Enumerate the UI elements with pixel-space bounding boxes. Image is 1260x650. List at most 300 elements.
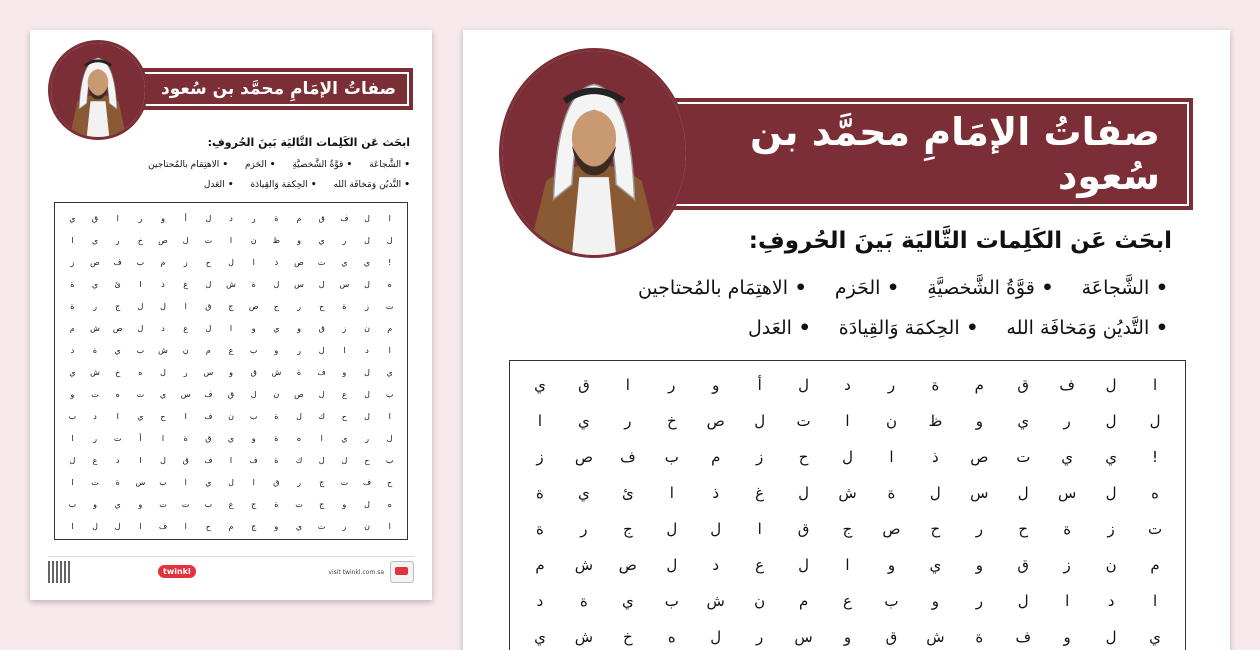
grid-letter: ل <box>798 556 810 574</box>
grid-letter: ل <box>1105 484 1117 502</box>
grid-letter: ا <box>889 448 894 466</box>
grid-letter: ل <box>364 213 370 223</box>
grid-letter: ج <box>251 521 257 531</box>
grid-letter: ل <box>666 520 678 538</box>
grid-letter: ر <box>887 376 896 394</box>
grid-letter: ل <box>250 389 257 399</box>
grid-letter: ص <box>706 412 725 430</box>
grid-letter: ا <box>184 521 187 531</box>
grid-letter: د <box>161 323 165 333</box>
grid-letter: ة <box>115 477 120 487</box>
grid-letter: ن <box>1105 556 1117 574</box>
grid-letter: ت <box>136 389 145 399</box>
grid-letter: م <box>69 323 75 333</box>
grid-letter: ة <box>931 376 940 394</box>
word-list-line <box>528 268 1168 308</box>
grid-letter: ز <box>342 323 347 333</box>
grid-letter: ص <box>158 235 168 245</box>
word-item: • قوَّةُ الشَّخصيَّةِ <box>927 277 1053 299</box>
grid-letter: ر <box>115 235 120 245</box>
grid-letter: ع <box>183 323 189 333</box>
word-list-line <box>50 175 410 195</box>
grid-letter: ت <box>317 257 326 267</box>
grid-letter: ة <box>70 279 75 289</box>
grid-letter: د <box>712 556 720 574</box>
grid-letter: ه <box>296 433 302 443</box>
title-banner <box>105 68 413 110</box>
grid-letter: ل <box>114 521 121 531</box>
grid-letter: س <box>1058 484 1077 502</box>
grid-letter: ي <box>341 433 348 443</box>
grid-letter: ر <box>93 301 97 311</box>
grid-letter: ي <box>69 213 76 223</box>
grid-letter: ف <box>158 521 168 531</box>
grid-letter: ف <box>204 389 213 399</box>
word-item: • الحِكمَة وَالقِيادَة <box>250 180 316 190</box>
grid-letter: ا <box>388 521 391 531</box>
grid-letter: ل <box>754 412 766 430</box>
grid-letter: ي <box>91 235 99 245</box>
grid-letter: ي <box>295 521 303 531</box>
grid-letter: غ <box>755 484 765 502</box>
grid-letter: ز <box>1107 520 1115 538</box>
grid-letter: ه <box>1151 484 1159 502</box>
grid-letter: د <box>115 455 120 465</box>
grid-letter: ل <box>318 279 325 289</box>
grid-letter: ه <box>387 279 392 289</box>
grid-letter: ل <box>205 323 212 333</box>
grid-letter: ة <box>274 499 279 509</box>
avatar <box>48 40 148 140</box>
grid-letter: ي <box>341 257 348 267</box>
grid-letter: و <box>297 235 301 245</box>
word-item: • التَّديُن وَمَخافَة الله <box>333 180 410 190</box>
grid-letter: ة <box>296 367 302 377</box>
grid-letter: ت <box>1016 448 1031 466</box>
grid-letter: ج <box>319 477 325 487</box>
grid-letter: ل <box>341 455 348 465</box>
grid-letter: ا <box>669 484 674 502</box>
grid-letter: ق <box>250 367 257 377</box>
grid-letter: ا <box>116 213 119 223</box>
grid-letter: خ <box>623 628 633 646</box>
grid-letter: ج <box>228 301 234 311</box>
grid-letter: ص <box>294 257 304 267</box>
grid-letter: ع <box>228 345 234 355</box>
grid-letter: ة <box>536 484 544 502</box>
grid-letter: ا <box>229 323 233 333</box>
grid-letter: ب <box>884 592 899 610</box>
grid-letter: ح <box>319 301 325 311</box>
grid-letter: ح <box>1018 520 1029 538</box>
grid-letter: ل <box>1105 376 1117 394</box>
grid-letter: ن <box>885 412 897 430</box>
grid-letter: س <box>294 279 304 289</box>
grid-letter: و <box>931 592 939 610</box>
grid-letter: ي <box>137 411 144 421</box>
grid-letter: ل <box>364 235 370 245</box>
grid-letter: ل <box>1017 592 1029 610</box>
grid-letter: ب <box>136 257 145 267</box>
grid-letter: ب <box>136 345 145 355</box>
grid-letter: ت <box>204 235 213 245</box>
grid-letter: ا <box>71 521 74 531</box>
grid-letter: ز <box>1063 556 1071 574</box>
grid-letter: ف <box>204 455 213 465</box>
portrait-illustration <box>502 51 686 255</box>
grid-letter: ز <box>756 448 764 466</box>
grid-letter: ب <box>249 411 258 421</box>
grid-letter: ب <box>68 499 77 509</box>
portrait-illustration <box>51 43 145 137</box>
grid-letter: ت <box>1147 520 1163 538</box>
grid-letter: ق <box>205 301 212 311</box>
grid-letter: د <box>844 376 851 394</box>
grid-letter: ل <box>137 323 144 333</box>
grid-letter: ب <box>385 455 394 465</box>
grid-letter: ا <box>757 520 762 538</box>
grid-letter: ح <box>273 301 279 311</box>
page-title: صفاتُ الإمَامِ محمَّد بن سُعود <box>750 110 1160 198</box>
grid-letter: ا <box>139 455 142 465</box>
grid-letter: ة <box>536 520 544 538</box>
grid-letter: ي <box>1017 412 1030 430</box>
grid-letter: م <box>160 257 166 267</box>
word-item: • العَدل <box>748 317 811 339</box>
grid-letter: ح <box>341 411 347 421</box>
grid-letter: م <box>228 521 234 531</box>
grid-letter: خ <box>666 412 677 430</box>
grid-letter: ش <box>90 323 100 333</box>
word-item: • الاهتِمَام بالمُحتاجين <box>148 160 228 170</box>
word-item: • الشَّجاعَة <box>369 160 410 170</box>
grid-letter: ق <box>182 455 189 465</box>
grid-letter: ! <box>388 257 392 267</box>
grid-letter: ر <box>93 433 97 443</box>
grid-letter: ن <box>228 411 234 421</box>
grid-letter: ا <box>845 556 850 574</box>
grid-letter: ف <box>362 477 372 487</box>
grid-letter: ي <box>69 367 76 377</box>
grid-letter: ف <box>249 455 258 465</box>
grid-letter: و <box>297 323 301 333</box>
grid-letter: ة <box>183 433 188 443</box>
grid-letter: ص <box>882 520 901 538</box>
grid-letter: و <box>712 376 720 394</box>
grid-letter: ف <box>340 213 349 223</box>
grid-letter: م <box>711 448 721 466</box>
grid-letter: ا <box>343 345 346 355</box>
grid-letter: ل <box>160 455 166 465</box>
grid-letter: ن <box>273 389 280 399</box>
instruction-text: ابحَث عَن الكَلِمات التَّاليَة بَينَ الحُروفِ: <box>748 228 1172 254</box>
grid-letter: ة <box>251 279 256 289</box>
grid-letter: ح <box>364 455 370 465</box>
grid-letter: ا <box>388 411 391 421</box>
grid-letter: ا <box>229 235 233 245</box>
grid-letter: ل <box>364 367 370 377</box>
grid-letter: ا <box>71 433 74 443</box>
grid-letter: ف <box>620 448 636 466</box>
grid-letter: ل <box>1105 628 1117 646</box>
grid-letter: ظ <box>928 412 943 430</box>
grid-letter: ا <box>116 411 119 421</box>
grid-letter: ي <box>578 412 590 430</box>
grid-letter: ن <box>250 235 257 245</box>
grid-letter: ر <box>138 213 143 223</box>
word-list <box>50 155 410 195</box>
worksheet-thumbnail <box>30 30 432 600</box>
grid-letter: ر <box>756 628 764 646</box>
grid-letter: ح <box>160 411 166 421</box>
grid-letter: س <box>203 367 214 377</box>
grid-letter: ص <box>970 448 989 466</box>
grid-letter: أ <box>757 376 762 394</box>
grid-letter: ا <box>184 477 187 487</box>
grid-letter: ة <box>274 433 279 443</box>
grid-letter: ي <box>621 592 634 610</box>
grid-letter: و <box>342 499 347 509</box>
grid-letter: ش <box>158 345 168 355</box>
word-list-line <box>50 155 410 175</box>
grid-letter: ي <box>534 628 546 646</box>
grid-letter: ل <box>364 499 370 509</box>
grid-letter: ي <box>114 499 121 509</box>
grid-letter: ع <box>843 592 852 610</box>
grid-letter: ت <box>295 499 303 509</box>
grid-letter: ر <box>183 367 188 377</box>
grid-letter: ي <box>1149 628 1161 646</box>
grid-letter: و <box>843 628 852 646</box>
grid-letter: ر <box>251 213 256 223</box>
grid-letter: ع <box>755 556 765 574</box>
grid-letter: ت <box>340 477 349 487</box>
grid-letter: ا <box>184 301 187 311</box>
grid-letter: ل <box>182 235 189 245</box>
grid-letter: و <box>887 556 896 574</box>
page-title: صفاتُ الإمَامِ محمَّد بن سُعود <box>160 79 396 99</box>
grid-letter: ة <box>975 628 984 646</box>
grid-letter: ب <box>249 345 258 355</box>
grid-letter: ي <box>363 257 371 267</box>
grid-letter: ة <box>887 484 896 502</box>
grid-letter: ل <box>273 279 280 289</box>
grid-letter: ز <box>365 301 369 311</box>
grid-letter: ش <box>706 592 725 610</box>
grid-letter: ذ <box>161 279 165 289</box>
grid-letter: و <box>975 412 983 430</box>
grid-letter: ر <box>975 592 983 610</box>
grid-letter: م <box>798 592 809 610</box>
grid-letter: ق <box>885 628 898 646</box>
grid-letter: ا <box>71 477 74 487</box>
grid-letter: ا <box>184 411 187 421</box>
grid-letter: ن <box>364 323 370 333</box>
grid-letter: م <box>974 376 984 394</box>
grid-letter: ل <box>318 345 325 355</box>
grid-letter: ش <box>90 367 100 377</box>
grid-letter: ذ <box>712 484 720 502</box>
grid-letter: ي <box>91 279 99 289</box>
grid-letter: م <box>387 323 393 333</box>
grid-letter: ن <box>182 345 189 355</box>
grid-letter: ر <box>975 520 983 538</box>
grid-letter: ف <box>1015 628 1032 646</box>
word-item: • العَدل <box>204 180 234 190</box>
grid-letter: ر <box>297 301 301 311</box>
grid-letter: أ <box>139 433 142 443</box>
grid-letter: ب <box>385 389 394 399</box>
grid-letter: س <box>135 477 146 487</box>
instruction-text: ابحَث عَن الكَلِمات التَّاليَة بَينَ الحُروفِ: <box>207 136 410 149</box>
grid-letter: ف <box>113 257 122 267</box>
grid-letter: ئ <box>621 484 634 502</box>
grid-letter: ل <box>710 520 722 538</box>
grid-letter: د <box>1107 592 1115 610</box>
grid-letter: ل <box>160 301 166 311</box>
grid-letter: ب <box>68 411 77 421</box>
grid-letter: ا <box>320 433 323 443</box>
grid-letter: خ <box>115 367 121 377</box>
grid-letter: و <box>1063 628 1071 646</box>
grid-letter: ج <box>251 499 257 509</box>
grid-letter: ا <box>139 279 142 289</box>
grid-letter: ن <box>754 592 766 610</box>
visit-link: visit twinkl.com.sa <box>328 569 384 576</box>
grid-letter: ي <box>386 367 393 377</box>
grid-letter: ة <box>1063 520 1072 538</box>
grid-letter: ص <box>112 323 123 333</box>
badge-icon <box>390 561 414 583</box>
grid-letter: ر <box>297 345 301 355</box>
grid-letter: ر <box>668 376 676 394</box>
grid-letter: و <box>251 433 256 443</box>
grid-letter: ت <box>181 499 190 509</box>
grid-letter: و <box>93 499 97 509</box>
grid-letter: ل <box>318 389 325 399</box>
grid-letter: و <box>138 499 143 509</box>
worksheet-main <box>463 30 1230 650</box>
grid-letter: ق <box>227 389 235 399</box>
grid-letter: ج <box>842 520 853 538</box>
grid-letter: د <box>93 411 97 421</box>
grid-letter: ك <box>295 455 303 465</box>
grid-letter: ي <box>578 484 590 502</box>
footer <box>48 556 414 583</box>
grid-letter: ع <box>341 389 347 399</box>
grid-letter: ل <box>160 367 166 377</box>
grid-letter: ل <box>386 433 393 443</box>
grid-letter: ا <box>139 521 142 531</box>
grid-letter: ل <box>205 213 212 223</box>
grid-letter: ر <box>297 477 301 487</box>
grid-letter: ت <box>385 301 394 311</box>
letter-grid <box>61 207 401 537</box>
grid-letter: ح <box>798 448 809 466</box>
grid-letter: ت <box>113 433 122 443</box>
grid-letter: ك <box>318 411 325 421</box>
grid-letter: ن <box>364 521 370 531</box>
grid-letter: ل <box>666 556 678 574</box>
grid-letter: ج <box>115 301 121 311</box>
grid-letter: ا <box>1065 592 1070 610</box>
grid-letter: ا <box>537 412 543 430</box>
grid-letter: ش <box>271 367 282 377</box>
grid-letter: ق <box>797 520 810 538</box>
grid-letter: ئ <box>114 279 121 289</box>
grid-letter: ز <box>70 257 75 267</box>
title-banner <box>633 98 1193 210</box>
grid-letter: ح <box>387 477 393 487</box>
grid-letter: ي <box>534 376 546 394</box>
grid-letter: ش <box>838 484 857 502</box>
grid-letter: ق <box>1017 376 1030 394</box>
grid-letter: ل <box>228 477 234 487</box>
grid-letter: ا <box>252 477 255 487</box>
grid-letter: ا <box>71 235 74 245</box>
grid-letter: ش <box>574 628 594 646</box>
grid-letter: ل <box>364 279 370 289</box>
grid-letter: ر <box>580 520 588 538</box>
grid-letter: ج <box>623 520 633 538</box>
word-list-line <box>528 308 1168 348</box>
grid-letter: ب <box>664 592 679 610</box>
grid-letter: ف <box>317 367 326 377</box>
grid-letter: ت <box>159 499 167 509</box>
grid-letter: ج <box>319 499 325 509</box>
grid-letter: و <box>274 345 279 355</box>
grid-letter: ص <box>248 301 259 311</box>
grid-letter: ق <box>273 477 280 487</box>
grid-letter: ه <box>138 367 143 377</box>
grid-letter: ل <box>386 235 393 245</box>
grid-letter: د <box>229 213 233 223</box>
grid-letter: ة <box>342 301 347 311</box>
grid-letter: ا <box>252 257 255 267</box>
grid-letter: ر <box>342 521 347 531</box>
grid-letter: ي <box>318 235 325 245</box>
word-item: • الاهتِمَام بالمُحتاجين <box>638 277 807 299</box>
grid-letter: ص <box>574 448 593 466</box>
grid-letter: ص <box>294 389 304 399</box>
grid-letter: ي <box>273 323 280 333</box>
grid-letter: ا <box>388 213 391 223</box>
grid-letter: ه <box>667 628 676 646</box>
grid-letter: ! <box>1152 448 1159 466</box>
grid-letter: ف <box>204 411 213 421</box>
grid-letter: و <box>975 556 983 574</box>
grid-letter: ة <box>274 213 279 223</box>
grid-letter: ي <box>1105 448 1117 466</box>
grid-letter: ا <box>845 412 850 430</box>
grid-letter: ل <box>228 257 234 267</box>
grid-letter: ذ <box>274 257 279 267</box>
grid-letter: ي <box>227 433 235 443</box>
grid-letter: ل <box>710 628 722 646</box>
grid-letter: ا <box>1152 376 1158 394</box>
grid-letter: ل <box>205 279 212 289</box>
grid-letter: ي <box>929 556 942 574</box>
grid-letter: و <box>251 323 256 333</box>
grid-letter: ة <box>579 592 588 610</box>
grid-letter: ل <box>318 455 325 465</box>
grid-letter: م <box>205 345 211 355</box>
grid-letter: ص <box>90 257 100 267</box>
grid-letter: ا <box>625 376 630 394</box>
grid-letter: و <box>161 213 165 223</box>
grid-letter: ل <box>69 455 76 465</box>
grid-letter: م <box>535 556 545 574</box>
